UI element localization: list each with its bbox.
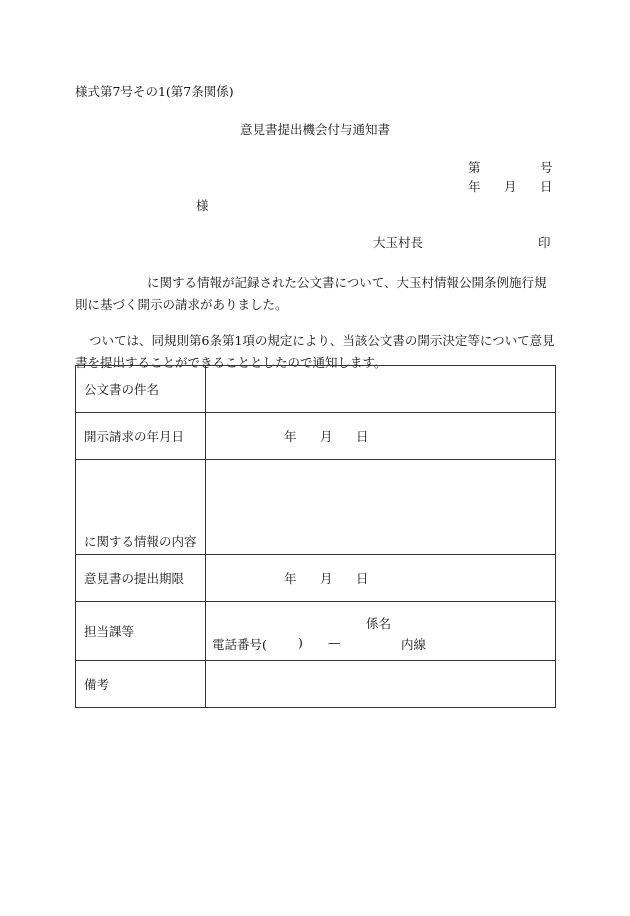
request-date-month: 月 — [320, 429, 333, 444]
issue-date-year: 年 — [468, 179, 481, 194]
document-title: 意見書提出機会付与通知書 — [239, 122, 390, 137]
reference-number-suffix: 号 — [540, 160, 553, 175]
remarks-value — [206, 661, 556, 708]
charge-phone-dash: — — [328, 635, 341, 650]
body-paragraph-1-text: に関する情報が記録された公文書について、大玉村情報公開条例施行規則に基づく開示の請求がありました。 — [75, 275, 547, 312]
charge-label: 担当課等 — [76, 602, 206, 661]
remarks-label: 備考 — [76, 661, 206, 708]
content-value — [206, 460, 556, 555]
table-row-request-date — [76, 413, 556, 460]
request-date-year: 年 — [284, 429, 297, 444]
issue-date-day: 日 — [540, 179, 553, 194]
deadline-year: 年 — [284, 571, 297, 586]
content-label: に関する情報の内容 — [76, 460, 206, 555]
deadline-label: 意見書の提出期限 — [76, 555, 206, 602]
issue-date-month: 月 — [504, 179, 517, 194]
notice-details-table — [75, 365, 556, 708]
deadline-day: 日 — [356, 571, 369, 586]
charge-phone-close-paren: ) — [298, 635, 303, 650]
table-row-remarks — [76, 661, 556, 708]
sender-name: 大玉村長 — [373, 235, 424, 250]
table-row-charge — [76, 602, 556, 661]
charge-value — [206, 602, 556, 661]
charge-extension-label: 内線 — [401, 637, 427, 652]
charge-section-name: 係名 — [366, 616, 392, 631]
request-date-value — [206, 413, 556, 460]
request-date-label: 開示請求の年月日 — [76, 413, 206, 460]
table-row-deadline — [76, 555, 556, 602]
request-date-day: 日 — [356, 429, 369, 444]
deadline-month: 月 — [320, 571, 333, 586]
form-number: 様式第7号その1(第7条関係) — [75, 84, 234, 99]
table-row-content — [76, 460, 556, 555]
deadline-value — [206, 555, 556, 602]
seal-mark: 印 — [538, 235, 551, 250]
reference-number-prefix: 第 — [468, 160, 481, 175]
body-paragraph-1 — [75, 272, 555, 316]
subject-value — [206, 366, 556, 413]
charge-phone-label: 電話番号( — [212, 637, 267, 652]
table-row-subject — [76, 366, 556, 413]
addressee-honorific: 様 — [196, 198, 209, 213]
body-paragraph-2-text: ついては、同規則第6条第1項の規定により、当該公文書の開示決定等について意見書を提出することができることとしたので通知します。 — [75, 333, 555, 370]
subject-label: 公文書の件名 — [76, 366, 206, 413]
